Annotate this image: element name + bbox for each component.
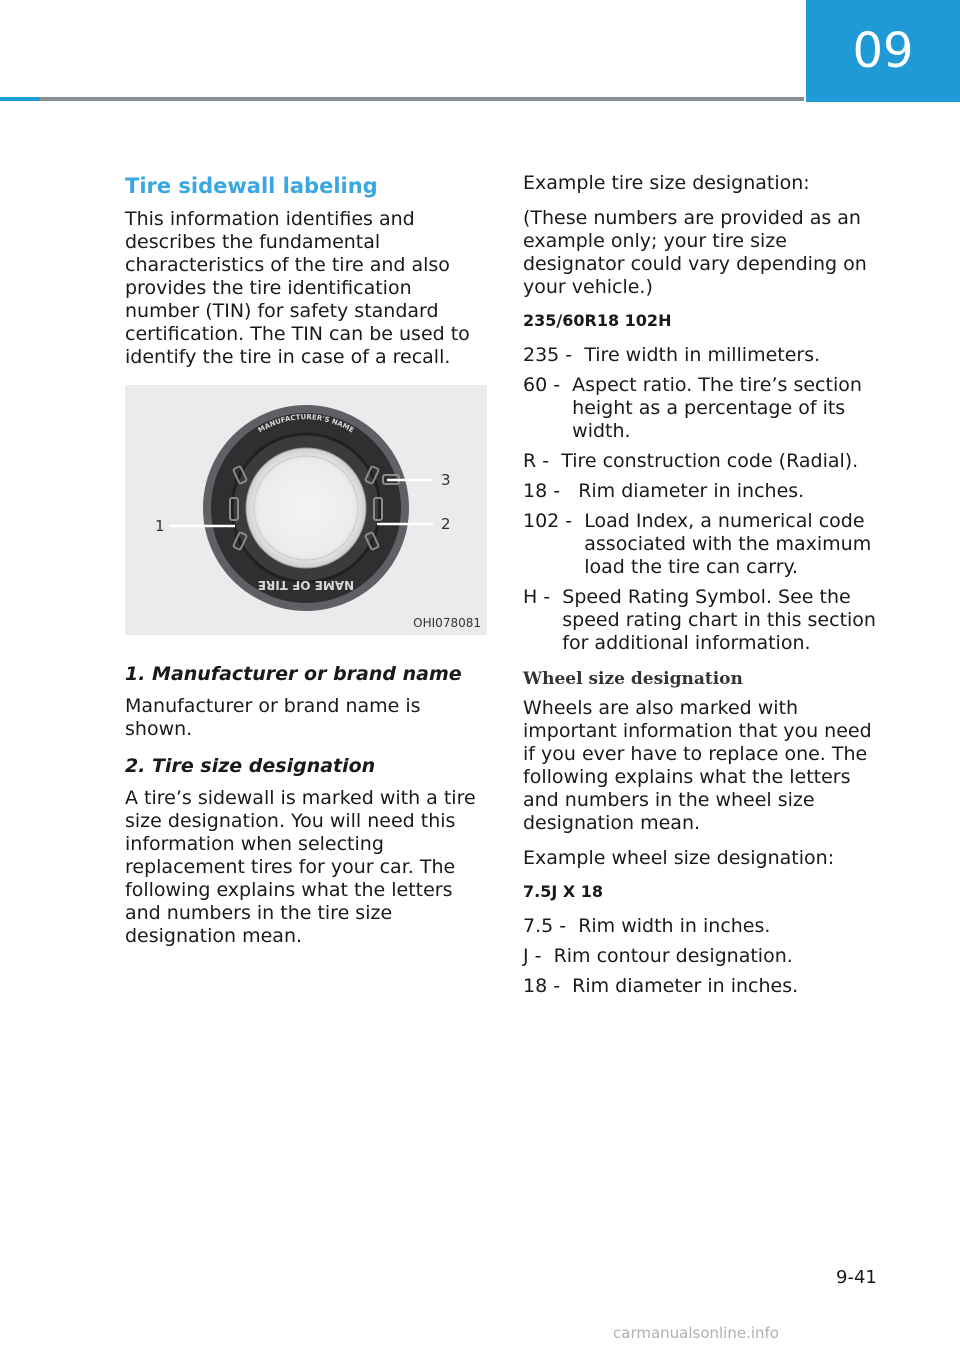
callout-3: 3 <box>441 471 451 489</box>
wheel-code: 7.5J X 18 <box>523 882 604 901</box>
section-title: Tire sidewall labeling <box>125 174 378 198</box>
def-text: Rim width in inches. <box>578 915 771 937</box>
def-text: Speed Rating Symbol. See the speed rating chart in this section for additional information. <box>562 586 876 654</box>
intro-paragraph: This information identifies and describes the fundamental characteristics of the tire and also provides the tire identification number (TIN) for safety standard certification. The TIN can be used to identify the tire in case of a recall. <box>125 208 470 368</box>
chapter-tab: 09 <box>806 0 960 102</box>
wheel-heading: Wheel size designation <box>523 669 743 689</box>
list-item <box>523 945 889 968</box>
def-key: 235 - <box>523 344 585 366</box>
tire-illustration <box>125 385 487 635</box>
header-rule <box>0 97 804 101</box>
def-text: Rim contour designation. <box>553 945 793 967</box>
list-item <box>523 975 889 998</box>
def-key: 18 - <box>523 480 579 502</box>
list-item <box>523 510 889 579</box>
figure-caption: OHI078081 <box>413 616 481 630</box>
manufacturer-label: MANUFACTURER'S NAME <box>256 413 356 435</box>
item-1-heading: 1. Manufacturer or brand name <box>125 663 462 685</box>
example-wheel-title: Example wheel size designation: <box>523 847 835 869</box>
item-2-heading: 2. Tire size designation <box>125 755 376 777</box>
def-text: Rim diameter in inches. <box>578 480 805 502</box>
page-number: 9-41 <box>836 1267 877 1288</box>
list-item <box>523 480 889 503</box>
tire-name-label: NAME OF TIRE <box>257 578 355 592</box>
tire-code: 235/60R18 102H <box>523 311 672 330</box>
wheel-definitions <box>523 915 889 998</box>
list-item <box>523 915 889 938</box>
list-item <box>523 450 889 473</box>
def-key: 18 - <box>523 975 573 997</box>
example-tire-note: (These numbers are provided as an example only; your tire size designator could vary depending on your vehicle.) <box>523 207 867 298</box>
list-item <box>523 374 889 443</box>
right-column <box>523 172 889 1005</box>
list-item <box>523 586 889 655</box>
wheel-intro: Wheels are also marked with important information that you need if you ever have to replace one. The following explains what the letters and numbers in the wheel size designation mean. <box>523 697 872 834</box>
tire-definitions <box>523 344 889 655</box>
left-column <box>125 172 487 960</box>
callout-1: 1 <box>155 517 165 535</box>
def-key: 60 - <box>523 374 573 396</box>
def-key: J - <box>523 945 554 967</box>
callout-2: 2 <box>441 515 451 533</box>
watermark: carmanualsonline.info <box>613 1324 779 1342</box>
def-text: Load Index, a numerical code associated with the maximum load the tire can carry. <box>584 510 872 578</box>
def-text: Aspect ratio. The tire’s section height as a percentage of its width. <box>572 374 862 442</box>
def-key: R - <box>523 450 562 472</box>
def-text: Tire construction code (Radial). <box>561 450 859 472</box>
list-item <box>523 344 889 367</box>
tire-sidewall-figure <box>125 385 487 635</box>
item-1-text: Manufacturer or brand name is shown. <box>125 695 421 740</box>
item-2-text: A tire’s sidewall is marked with a tire size designation. You will need this information when selecting replacement tires for your car. The following explains what the letters and numbers in the tire size designation mean. <box>125 787 476 947</box>
def-text: Rim diameter in inches. <box>572 975 799 997</box>
def-key: H - <box>523 586 563 608</box>
header-rule-accent <box>0 97 40 101</box>
example-tire-title: Example tire size designation: <box>523 172 810 194</box>
def-key: 102 - <box>523 510 585 532</box>
def-text: Tire width in millimeters. <box>584 344 821 366</box>
def-key: 7.5 - <box>523 915 579 937</box>
